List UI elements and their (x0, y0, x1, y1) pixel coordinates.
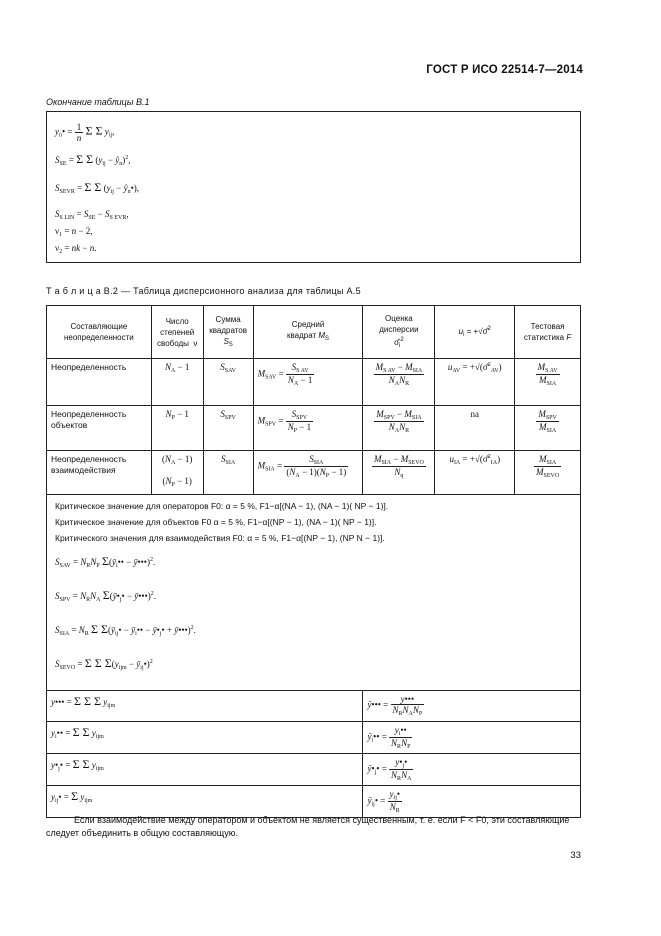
sum-sia: $S_{SIA} = N_R$ Σ $\Sigma(ȳ_{ij}•$ − $ȳ_i••$ − $ȳ•_j•$ + ȳ•••)$^2$. (55, 622, 196, 637)
cell-ss: $S_{SAV}$ (203, 359, 253, 406)
critical-objects: Критическое значение для объектов F0 α = 5 %, F1−α[(NP − 1), (NA − 1)( NP − 1)]. (55, 517, 377, 527)
row-label: Неопределенность взаимодействия (47, 451, 152, 495)
cell-dof: $(N_A - 1)$ $(N_P - 1)$ (151, 451, 203, 495)
col-ss: Сумма квадратов $S_S$ (203, 306, 253, 359)
critical-interaction: Критического значения для взаимодействия F0: α = 5 %, F1−α[(NP − 1), (NP N − 1)]. (55, 533, 385, 543)
formula-sse: $S_{SE} = \Sigma$ Σ ($y_{ij}$ − $ŷ_n)^2$, (55, 152, 131, 167)
means-row (47, 722, 581, 754)
table-header-row (47, 306, 581, 359)
cell-f: $M_{SIA}$ $M_{SEVO}$ (515, 451, 581, 495)
table-row (47, 359, 581, 406)
critical-operators: Критическое значение для операторов F0: α = 5 %, F1−α[(NA − 1), (NA − 1)( NP − 1)]. (55, 501, 389, 511)
sum-sav: $S_{SAV} = N_RN_P$ $\Sigma(ȳ_i••$ − ȳ•••)$^2$. (55, 554, 156, 569)
formula-yn: $y_n•$ = $\frac{1}{n}$ Σ Σ $y_{ij}$, (55, 122, 115, 143)
mean-left: $y•_j• = \Sigma$ Σ $y_{ijm}$ (47, 754, 363, 786)
mean-right: ȳ••• = y••• $N_RN_AN_P$ (363, 691, 581, 722)
cell-dof: $N_P - 1$ (151, 406, 203, 451)
col-u: $u_i$ = +√σ̂$^2$ (435, 306, 515, 359)
cell-variance: $M_{SIA} - M_{SEVO}$ $N_q$ (363, 451, 435, 495)
cell-ss: $S_{SPV}$ (203, 406, 253, 451)
formula-nu2: $\nu_2$ = nk − n. (55, 243, 97, 255)
mean-right: $ȳ•_j•$ = $y•_j•$ $N_RN_A$ (363, 754, 581, 786)
mean-left: $y_{ij}• = \Sigma$ $y_{ijm}$ (47, 786, 363, 818)
mean-right: $ȳ_i••$ = $y_i••$ $N_RN_P$ (363, 722, 581, 754)
cell-ms: $M_{SIA}$ = $S_{SIA}$ $(N_A - 1)(N_P - 1)$ (253, 451, 363, 495)
col-ms: Средний квадрат $M_S$ (253, 306, 363, 359)
table-row (47, 451, 581, 495)
mean-left: y••• = Σ Σ Σ $y_{ijm}$ (47, 691, 363, 722)
cell-ms: $M_{SAV}$ = $\frac{S_{S AV}}{N_A - 1}$ (253, 359, 363, 406)
table-row (47, 406, 581, 451)
formula-nu1: $\nu_1 = n - 2$, (55, 226, 93, 238)
note-paragraph: Если взаимодействие между оператором и объектом не является существенным, т. е. если F < F0, эти составляющие следует объединить в общую составляющую. (46, 815, 570, 838)
col-f: Тестовая статистика F (515, 306, 581, 359)
anova-table (46, 305, 581, 818)
row-label: Неопределенность объектов (47, 406, 152, 451)
cell-u: $u_{AV}$ = +√(σ̂$^2_{AV}$) (435, 359, 515, 406)
cell-f: $M_{SPV}$ $M_{SIA}$ (515, 406, 581, 451)
cell-variance: $M_{SPV} - M_{SIA}$ $N_AN_R$ (363, 406, 435, 451)
mean-right: $ȳ_{ij}•$ = $y_{ij}•$ $N_R$ (363, 786, 581, 818)
cell-dof: $N_A - 1$ (151, 359, 203, 406)
formula-box (46, 111, 581, 263)
means-row (47, 754, 581, 786)
cell-u: na (435, 406, 515, 451)
sum-spv: $S_{SPV} = N_RN_A$ $\Sigma(ȳ•_j•$ − ȳ•••)$^2$. (55, 588, 156, 603)
table-continuation-label: Окончание таблицы В.1 (46, 97, 150, 107)
sum-sevo: $S_{SEVO} = \Sigma$ Σ $\Sigma(y_{ijm}$ − $ȳ_{ij}•)^2$ (55, 656, 153, 671)
formula-sslin: $S_{S LIN} = S_{SE} - S_{S EVR}$, (55, 209, 129, 221)
cell-ms: $M_{SPV}$ = $S_{SPV}$ $N_P - 1$ (253, 406, 363, 451)
critical-values-cell (47, 495, 581, 691)
document-header: ГОСТ Р ИСО 22514-7—2014 (426, 64, 583, 76)
page-number: 33 (570, 850, 581, 861)
means-row (47, 691, 581, 722)
cell-u: $u_{IA}$ = +√(σ̂$^2_{IA}$) (435, 451, 515, 495)
table-caption: Т а б л и ц а В.2 — Таблица дисперсионного анализа для таблицы А.5 (46, 286, 361, 296)
cell-ss: $S_{SIA}$ (203, 451, 253, 495)
critical-values-row (47, 495, 581, 691)
mean-left: $y_i•• = \Sigma$ Σ $y_{ijm}$ (47, 722, 363, 754)
cell-variance: $M_{S AV} - M_{SIA}$ $N_AN_R$ (363, 359, 435, 406)
col-components: Составляющие неопределенности (47, 306, 152, 359)
means-row (47, 786, 581, 818)
cell-f: $M_{S AV}$ $M_{SIA}$ (515, 359, 581, 406)
row-label: Неопределенность (47, 359, 152, 406)
formula-ssevr: $S_{SEVR} = \Sigma$ Σ ($y_{ij}$ − $ŷ_n•$), (55, 180, 139, 195)
col-dof: Число степеней свободы ν (151, 306, 203, 359)
col-variance: Оценка дисперсии $\sigmâ_i^2$ (363, 306, 435, 359)
